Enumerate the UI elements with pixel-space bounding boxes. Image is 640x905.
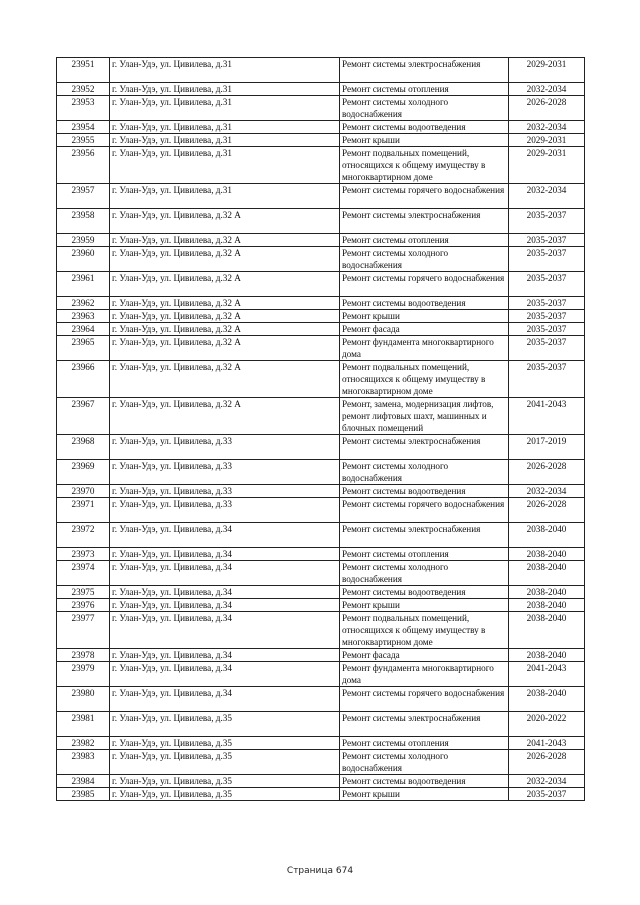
row-address: г. Улан-Удэ, ул. Цивилева, д.34 <box>110 548 340 561</box>
row-period: 2041-2043 <box>509 737 585 750</box>
row-address: г. Улан-Удэ, ул. Цивилева, д.34 <box>110 561 340 586</box>
row-number: 23953 <box>57 96 110 121</box>
row-address: г. Улан-Удэ, ул. Цивилева, д.35 <box>110 788 340 801</box>
row-work-type: Ремонт системы электроснабжения <box>340 58 509 83</box>
row-period: 2026-2028 <box>509 498 585 523</box>
row-work-type: Ремонт системы холодного водоснабжения <box>340 460 509 485</box>
row-number: 23952 <box>57 83 110 96</box>
row-work-type: Ремонт системы холодного водоснабжения <box>340 247 509 272</box>
row-number: 23983 <box>57 750 110 775</box>
row-address: г. Улан-Удэ, ул. Цивилева, д.32 А <box>110 247 340 272</box>
table-row <box>57 599 585 612</box>
row-period: 2032-2034 <box>509 184 585 209</box>
row-period: 2038-2040 <box>509 548 585 561</box>
row-work-type: Ремонт системы водоотведения <box>340 121 509 134</box>
row-work-type: Ремонт системы горячего водоснабжения <box>340 272 509 297</box>
table-row <box>57 184 585 209</box>
table-row <box>57 750 585 775</box>
table-row <box>57 737 585 750</box>
repair-schedule-table <box>56 57 585 801</box>
row-work-type: Ремонт системы горячего водоснабжения <box>340 498 509 523</box>
table-row <box>57 134 585 147</box>
row-address: г. Улан-Удэ, ул. Цивилева, д.34 <box>110 612 340 649</box>
table-row <box>57 336 585 361</box>
table-row <box>57 435 585 460</box>
row-period: 2032-2034 <box>509 83 585 96</box>
row-number: 23972 <box>57 523 110 548</box>
row-number: 23984 <box>57 775 110 788</box>
row-work-type: Ремонт системы водоотведения <box>340 586 509 599</box>
table-row <box>57 775 585 788</box>
row-work-type: Ремонт системы электроснабжения <box>340 209 509 234</box>
table-row <box>57 234 585 247</box>
row-address: г. Улан-Удэ, ул. Цивилева, д.31 <box>110 58 340 83</box>
row-work-type: Ремонт системы холодного водоснабжения <box>340 750 509 775</box>
row-work-type: Ремонт системы горячего водоснабжения <box>340 184 509 209</box>
row-address: г. Улан-Удэ, ул. Цивилева, д.32 А <box>110 361 340 398</box>
table-row <box>57 460 585 485</box>
row-number: 23970 <box>57 485 110 498</box>
row-address: г. Улан-Удэ, ул. Цивилева, д.32 А <box>110 209 340 234</box>
row-period: 2038-2040 <box>509 599 585 612</box>
row-number: 23960 <box>57 247 110 272</box>
row-address: г. Улан-Удэ, ул. Цивилева, д.32 А <box>110 234 340 247</box>
row-period: 2029-2031 <box>509 147 585 184</box>
table-row <box>57 586 585 599</box>
row-address: г. Улан-Удэ, ул. Цивилева, д.35 <box>110 750 340 775</box>
row-number: 23968 <box>57 435 110 460</box>
row-address: г. Улан-Удэ, ул. Цивилева, д.32 А <box>110 310 340 323</box>
row-address: г. Улан-Удэ, ул. Цивилева, д.35 <box>110 712 340 737</box>
row-number: 23969 <box>57 460 110 485</box>
table-row <box>57 548 585 561</box>
row-number: 23967 <box>57 398 110 435</box>
row-period: 2038-2040 <box>509 561 585 586</box>
row-address: г. Улан-Удэ, ул. Цивилева, д.32 А <box>110 336 340 361</box>
row-work-type: Ремонт крыши <box>340 788 509 801</box>
row-work-type: Ремонт крыши <box>340 599 509 612</box>
row-period: 2035-2037 <box>509 336 585 361</box>
row-address: г. Улан-Удэ, ул. Цивилева, д.34 <box>110 687 340 712</box>
table-row <box>57 209 585 234</box>
table-row <box>57 712 585 737</box>
row-period: 2038-2040 <box>509 586 585 599</box>
row-address: г. Улан-Удэ, ул. Цивилева, д.33 <box>110 460 340 485</box>
table-row <box>57 498 585 523</box>
row-work-type: Ремонт подвальных помещений, относящихся к общему имуществу в многоквартирном доме <box>340 361 509 398</box>
row-work-type: Ремонт системы отопления <box>340 737 509 750</box>
row-address: г. Улан-Удэ, ул. Цивилева, д.32 А <box>110 297 340 310</box>
row-work-type: Ремонт крыши <box>340 134 509 147</box>
row-address: г. Улан-Удэ, ул. Цивилева, д.33 <box>110 435 340 460</box>
row-work-type: Ремонт системы электроснабжения <box>340 523 509 548</box>
table-row <box>57 523 585 548</box>
row-address: г. Улан-Удэ, ул. Цивилева, д.34 <box>110 523 340 548</box>
row-address: г. Улан-Удэ, ул. Цивилева, д.32 А <box>110 398 340 435</box>
row-period: 2038-2040 <box>509 687 585 712</box>
row-period: 2035-2037 <box>509 247 585 272</box>
row-period: 2026-2028 <box>509 750 585 775</box>
row-period: 2035-2037 <box>509 788 585 801</box>
row-period: 2032-2034 <box>509 485 585 498</box>
row-work-type: Ремонт системы горячего водоснабжения <box>340 687 509 712</box>
table-row <box>57 687 585 712</box>
row-number: 23976 <box>57 599 110 612</box>
row-work-type: Ремонт подвальных помещений, относящихся к общему имуществу в многоквартирном доме <box>340 612 509 649</box>
row-work-type: Ремонт фасада <box>340 323 509 336</box>
row-period: 2026-2028 <box>509 460 585 485</box>
row-work-type: Ремонт подвальных помещений, относящихся к общему имуществу в многоквартирном доме <box>340 147 509 184</box>
row-number: 23978 <box>57 649 110 662</box>
table-row <box>57 96 585 121</box>
row-address: г. Улан-Удэ, ул. Цивилева, д.32 А <box>110 272 340 297</box>
row-period: 2035-2037 <box>509 297 585 310</box>
row-number: 23975 <box>57 586 110 599</box>
row-period: 2038-2040 <box>509 649 585 662</box>
row-number: 23951 <box>57 58 110 83</box>
row-number: 23971 <box>57 498 110 523</box>
row-work-type: Ремонт системы водоотведения <box>340 485 509 498</box>
row-address: г. Улан-Удэ, ул. Цивилева, д.34 <box>110 599 340 612</box>
row-number: 23973 <box>57 548 110 561</box>
row-number: 23974 <box>57 561 110 586</box>
row-period: 2032-2034 <box>509 775 585 788</box>
row-period: 2035-2037 <box>509 272 585 297</box>
row-number: 23979 <box>57 662 110 687</box>
table-row <box>57 310 585 323</box>
row-number: 23954 <box>57 121 110 134</box>
row-address: г. Улан-Удэ, ул. Цивилева, д.35 <box>110 775 340 788</box>
row-number: 23980 <box>57 687 110 712</box>
row-work-type: Ремонт фундамента многоквартирного дома <box>340 336 509 361</box>
row-number: 23958 <box>57 209 110 234</box>
row-number: 23963 <box>57 310 110 323</box>
table-row <box>57 83 585 96</box>
row-work-type: Ремонт системы водоотведения <box>340 775 509 788</box>
row-period: 2035-2037 <box>509 209 585 234</box>
row-work-type: Ремонт системы электроснабжения <box>340 435 509 460</box>
row-address: г. Улан-Удэ, ул. Цивилева, д.31 <box>110 121 340 134</box>
row-period: 2041-2043 <box>509 398 585 435</box>
table-row <box>57 788 585 801</box>
table-row <box>57 485 585 498</box>
row-address: г. Улан-Удэ, ул. Цивилева, д.35 <box>110 737 340 750</box>
row-address: г. Улан-Удэ, ул. Цивилева, д.34 <box>110 649 340 662</box>
row-work-type: Ремонт крыши <box>340 310 509 323</box>
row-number: 23959 <box>57 234 110 247</box>
row-number: 23966 <box>57 361 110 398</box>
row-address: г. Улан-Удэ, ул. Цивилева, д.31 <box>110 134 340 147</box>
row-period: 2035-2037 <box>509 310 585 323</box>
row-address: г. Улан-Удэ, ул. Цивилева, д.31 <box>110 184 340 209</box>
row-work-type: Ремонт системы отопления <box>340 83 509 96</box>
row-address: г. Улан-Удэ, ул. Цивилева, д.32 А <box>110 323 340 336</box>
row-work-type: Ремонт системы отопления <box>340 234 509 247</box>
row-period: 2035-2037 <box>509 361 585 398</box>
row-work-type: Ремонт системы отопления <box>340 548 509 561</box>
row-work-type: Ремонт системы электроснабжения <box>340 712 509 737</box>
table-row <box>57 561 585 586</box>
table-row <box>57 361 585 398</box>
table-row <box>57 612 585 649</box>
row-work-type: Ремонт системы холодного водоснабжения <box>340 96 509 121</box>
table-body <box>57 58 585 801</box>
row-address: г. Улан-Удэ, ул. Цивилева, д.34 <box>110 586 340 599</box>
row-period: 2032-2034 <box>509 121 585 134</box>
row-period: 2035-2037 <box>509 323 585 336</box>
row-period: 2020-2022 <box>509 712 585 737</box>
row-number: 23956 <box>57 147 110 184</box>
row-number: 23965 <box>57 336 110 361</box>
row-number: 23985 <box>57 788 110 801</box>
row-number: 23982 <box>57 737 110 750</box>
table-row <box>57 247 585 272</box>
row-number: 23981 <box>57 712 110 737</box>
table-row <box>57 121 585 134</box>
row-address: г. Улан-Удэ, ул. Цивилева, д.33 <box>110 485 340 498</box>
row-number: 23962 <box>57 297 110 310</box>
row-number: 23957 <box>57 184 110 209</box>
row-address: г. Улан-Удэ, ул. Цивилева, д.31 <box>110 147 340 184</box>
table-row <box>57 147 585 184</box>
row-period: 2041-2043 <box>509 662 585 687</box>
table-row <box>57 272 585 297</box>
table-row <box>57 649 585 662</box>
table-row <box>57 662 585 687</box>
row-number: 23964 <box>57 323 110 336</box>
row-address: г. Улан-Удэ, ул. Цивилева, д.34 <box>110 662 340 687</box>
row-period: 2038-2040 <box>509 612 585 649</box>
row-work-type: Ремонт фундамента многоквартирного дома <box>340 662 509 687</box>
row-period: 2017-2019 <box>509 435 585 460</box>
row-period: 2035-2037 <box>509 234 585 247</box>
page-number: Страница 674 <box>286 866 354 876</box>
row-address: г. Улан-Удэ, ул. Цивилева, д.33 <box>110 498 340 523</box>
row-period: 2038-2040 <box>509 523 585 548</box>
row-number: 23977 <box>57 612 110 649</box>
table-row <box>57 297 585 310</box>
row-period: 2029-2031 <box>509 134 585 147</box>
row-address: г. Улан-Удэ, ул. Цивилева, д.31 <box>110 96 340 121</box>
table-row <box>57 398 585 435</box>
row-period: 2029-2031 <box>509 58 585 83</box>
row-number: 23955 <box>57 134 110 147</box>
row-number: 23961 <box>57 272 110 297</box>
row-work-type: Ремонт системы холодного водоснабжения <box>340 561 509 586</box>
row-work-type: Ремонт системы водоотведения <box>340 297 509 310</box>
row-work-type: Ремонт фасада <box>340 649 509 662</box>
row-address: г. Улан-Удэ, ул. Цивилева, д.31 <box>110 83 340 96</box>
table-row <box>57 58 585 83</box>
row-period: 2026-2028 <box>509 96 585 121</box>
table-row <box>57 323 585 336</box>
row-work-type: Ремонт, замена, модернизация лифтов, ремонт лифтовых шахт, машинных и блочных помещений <box>340 398 509 435</box>
